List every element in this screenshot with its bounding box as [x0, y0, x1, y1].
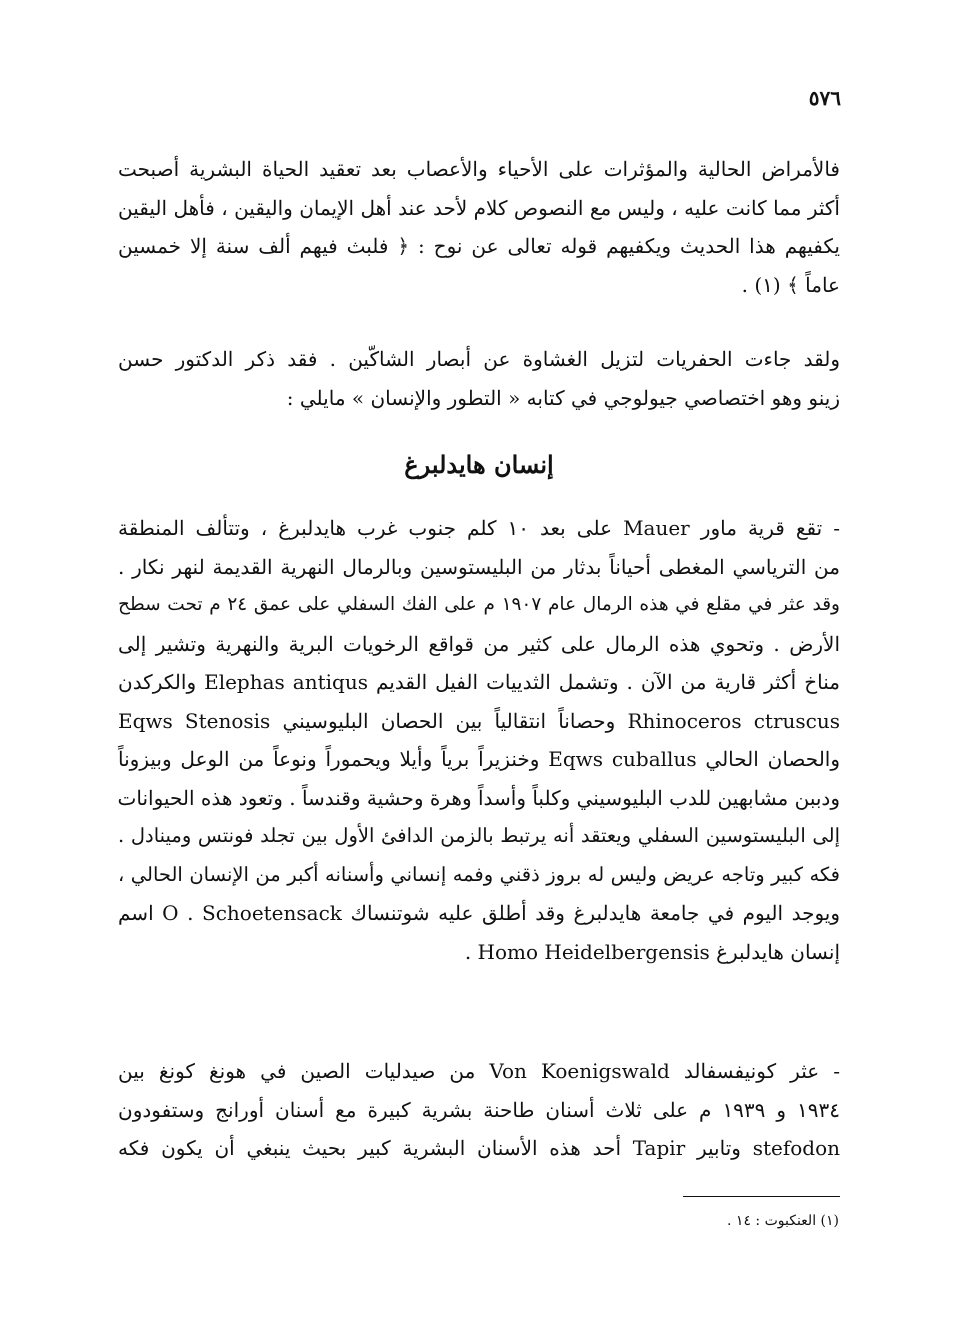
text-line: الأرض . وتحوي هذه الرمال على كثير من قواقع الرخويات البرية والنهرية وتشير إلى: [118, 631, 840, 656]
footnote-divider: [683, 1196, 840, 1197]
page-number: ٥٧٦: [808, 86, 841, 110]
text-line: - عثر كونيفسفالد Von Koenigswald من صيدليات الصين في هونغ كونغ بين: [118, 1059, 840, 1083]
text-line: إنسان هايدلبرغ Homo Heidelbergensis .: [464, 939, 840, 964]
text-line: يكفيهم هذا الحديث ويكفيهم قوله تعالى عن نوح : ﴿ فلبث فيهم ألف سنة إلا خمسين: [118, 234, 840, 258]
text-line: ودببن مشابهين للدب البليوسيني وكلباً وأسداً وهرة وحشية وقندساً . وتعود هذه الحيوانات: [117, 785, 840, 810]
footnote: (١) العنكبوت : ١٤ .: [727, 1213, 839, 1229]
paragraph-koenigswald-teeth: [118, 1052, 840, 1168]
text-line: stefodon وتابير Tapir أحد هذه الأسنان البشرية كبير بحيث ينبغي أن يكون فكه: [118, 1136, 840, 1160]
text-line: أكثر مما كانت عليه ، وليس مع النصوص كلام لأحد عند أهل الإيمان واليقين ، فأهل اليقين: [118, 195, 840, 220]
text-line: عاماً ﴾ (١) .: [741, 272, 840, 297]
paragraph-fossil-evidence-intro: [118, 340, 840, 417]
section-heading: إنسان هايدلبرغ: [404, 450, 554, 479]
text-line: ١٩٣٤ و ١٩٣٩ م على ثلاث أسنان طاحنة بشرية كبيرة مع أسنان أورانج وستفودون: [118, 1097, 841, 1122]
text-line: ولقد جاءت الحفريات لتزيل الغشاوة عن أبصار الشاكّين . فقد ذكر الدكتور حسن: [118, 347, 840, 371]
text-line: من الترياسي المغطى أحياناً بدثار من البليستوسين وبالرمال النهرية القديمة لنهر نكار .: [118, 554, 840, 579]
text-line: - تقع قرية ماور Mauer على بعد ١٠ كلم جنوب غرب هايدلبرغ ، وتتألف المنطقة: [118, 516, 840, 540]
paragraph-heidelberg-man: [118, 509, 840, 971]
text-line: Rhinoceros ctruscus وحصاناً انتقالياً بين الحصان البليوسيني Eqws Stenosis: [118, 708, 841, 733]
text-line: والحصان الحالي Eqws cuballus وخنزيراً برياً وأيلا ويحموراً ونوعاً من الوعل وبيزوناً: [118, 747, 840, 771]
text-line: زينو وهو اختصاصي جيولوجي في كتابه « التطور والإنسان » مايلي :: [286, 385, 840, 410]
text-line: ويوجد اليوم في جامعة هايدلبرغ وقد أطلق عليه شوتنساك O . Schoetensack اسم: [118, 901, 841, 925]
text-line: فكه كبير وتاجه عريض وليس له بروز ذقني وفمه إنساني وأسنانه أكبر من الإنسان الحالي ،: [118, 862, 841, 886]
text-line: فالأمراض الحالية والمؤثرات على الأحياء والأعصاب بعد تعقيد الحياة البشرية أصبحت: [118, 157, 840, 181]
paragraph-diseases-and-certainty: [118, 150, 840, 304]
text-line: وقد عثر في مقلع في هذه الرمال عام ١٩٠٧ م على الفك السفلي على عمق ٢٤ م تحت سطح: [118, 594, 840, 615]
text-line: إلى البليستوسين السفلي ويعتقد أنه يرتبط بالزمن الدافئ الأول بين تجلد فونتس ومينادل .: [118, 824, 840, 847]
text-line: مناخ أكثر قارية من الآن . وتشمل الثدييات الفيل القديم Elephas antiqus والكركدن: [118, 670, 840, 694]
